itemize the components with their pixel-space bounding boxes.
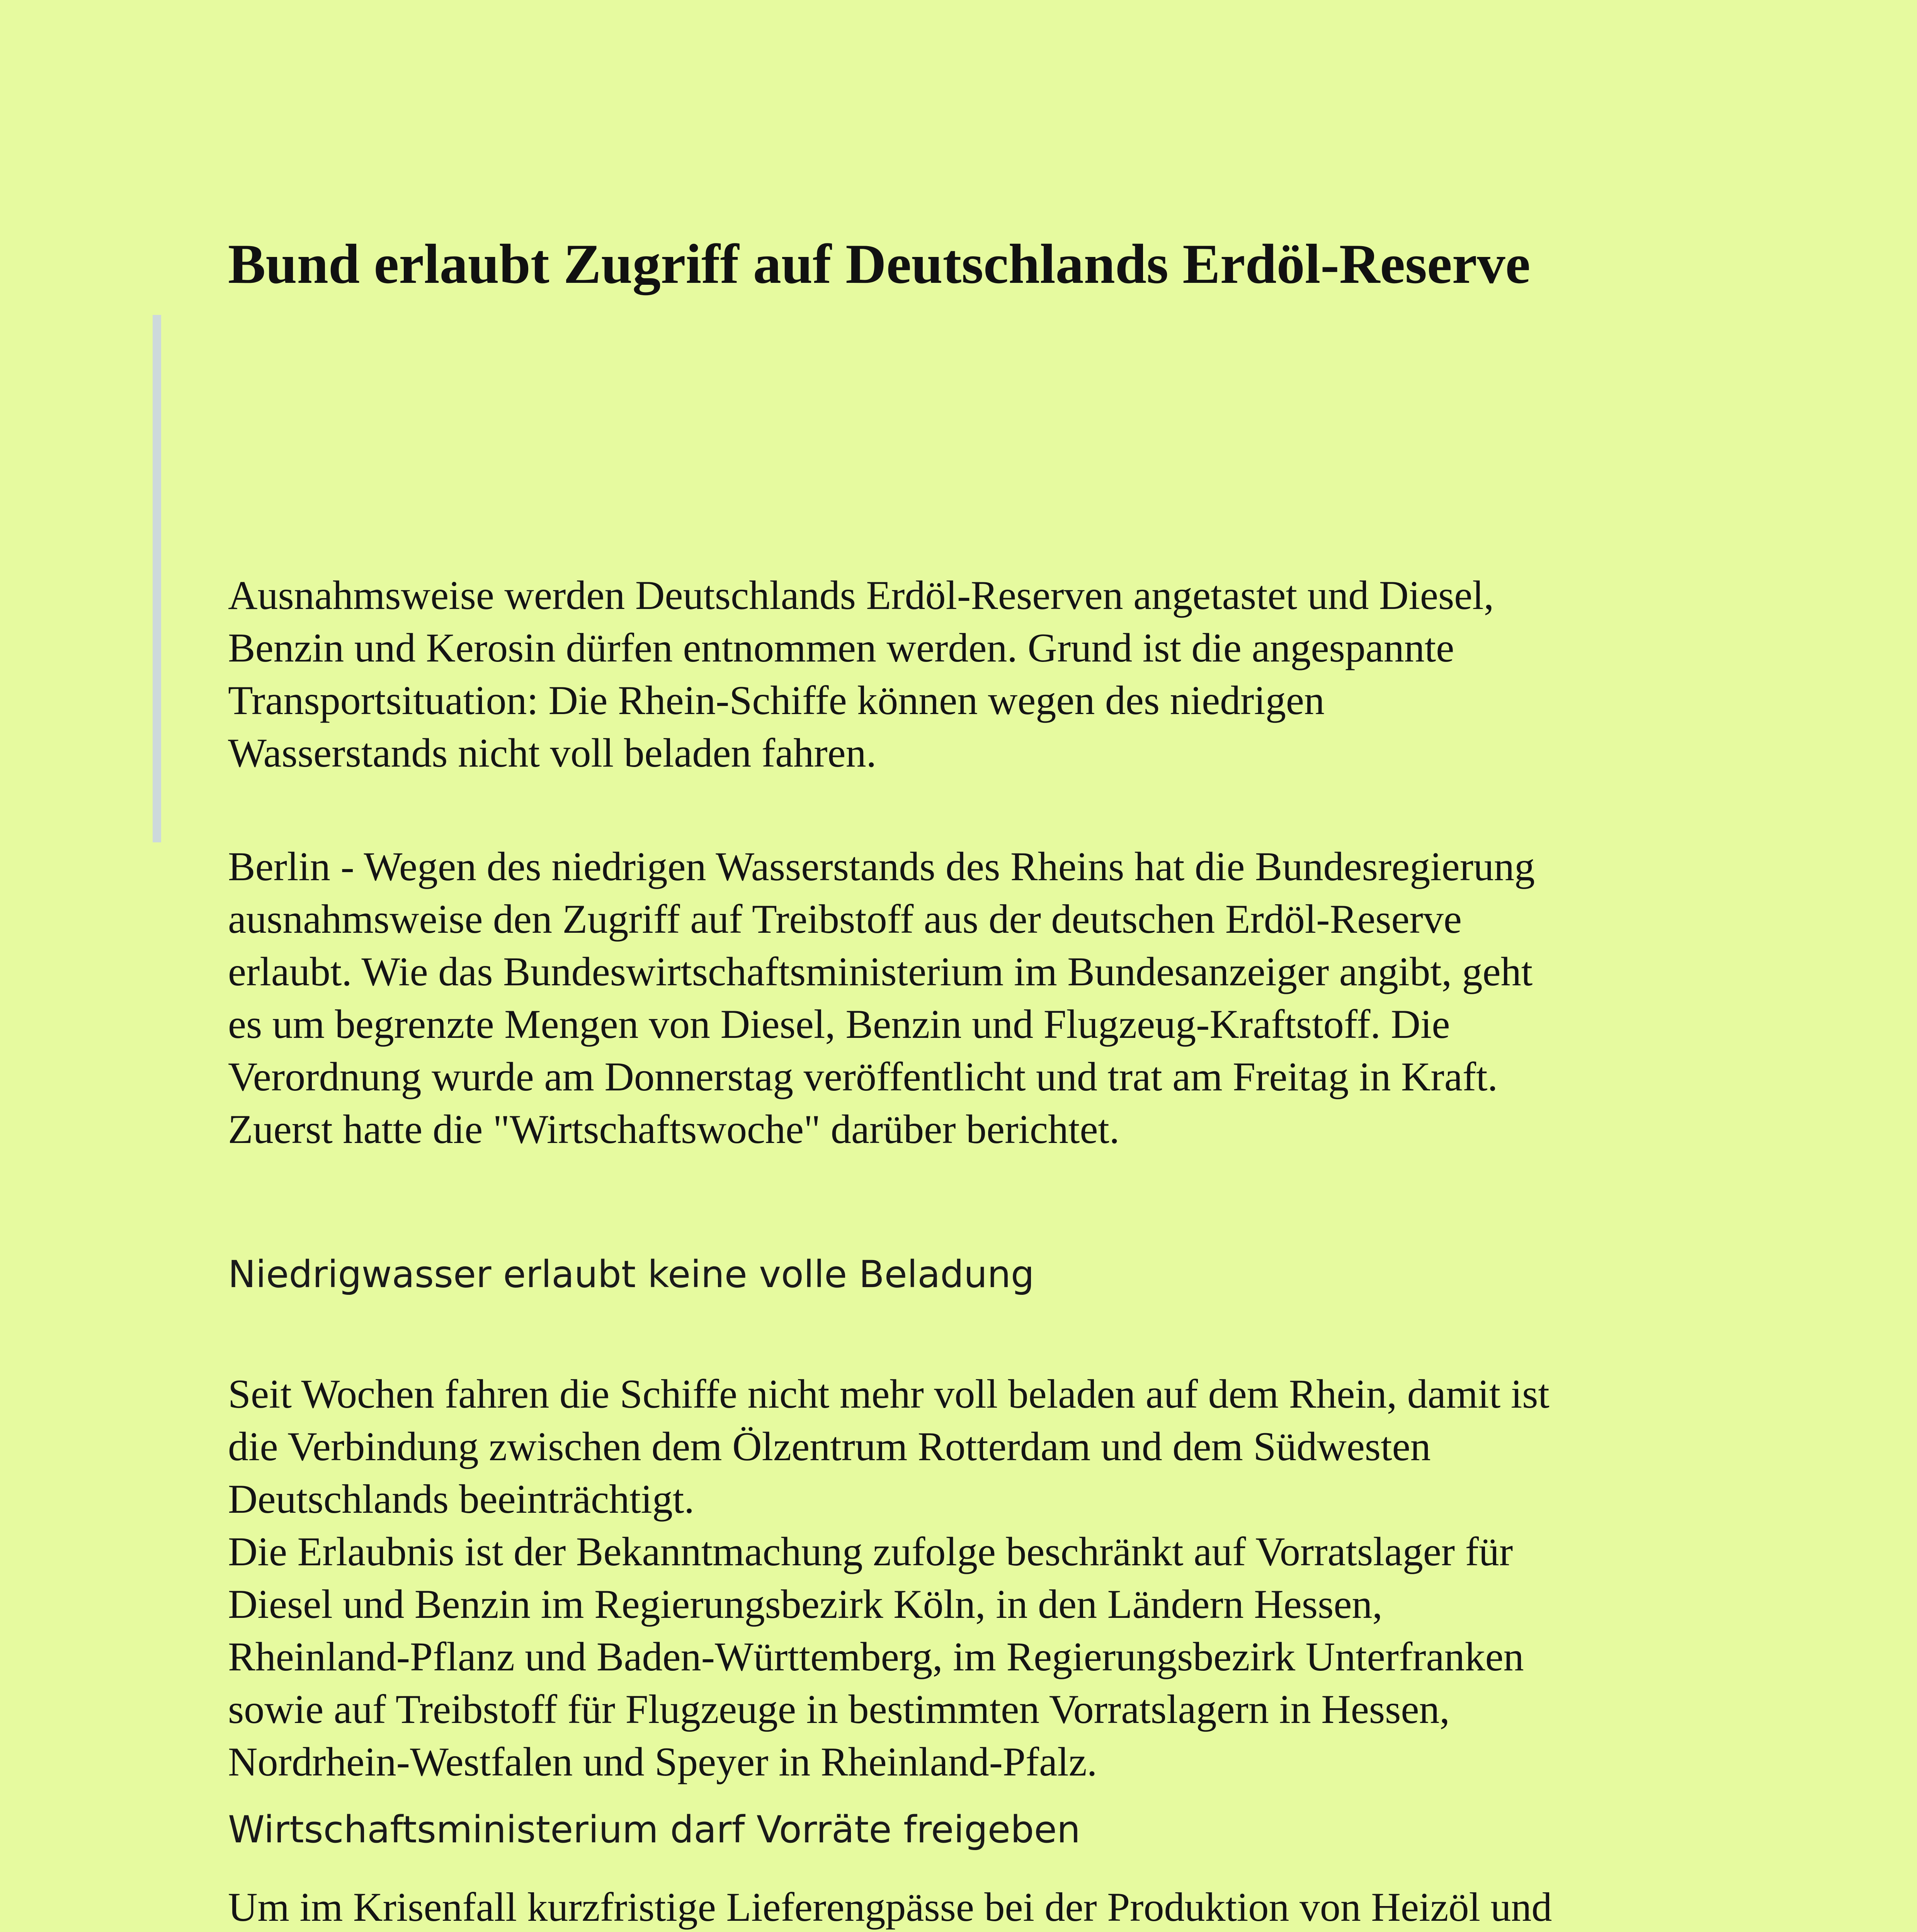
body-line: Nordrhein-Westfalen und Speyer in Rheinland-Pfalz. [228,1739,1097,1784]
body-line: die Verbindung zwischen dem Ölzentrum Rotterdam und dem Südwesten [228,1424,1431,1469]
intro-paragraph [228,840,1735,1156]
intro-line: es um begrenzte Mengen von Diesel, Benzin und Flugzeug-Kraftstoff. Die [228,1002,1450,1047]
body-line: Deutschlands beeinträchtigt. [228,1476,694,1522]
section-low-water-paragraph [228,1368,1735,1788]
article-title: Bund erlaubt Zugriff auf Deutschlands Erdöl-Reserve [228,233,1531,295]
body-line: Die Erlaubnis ist der Bekanntmachung zufolge beschränkt auf Vorratslager für [228,1529,1513,1574]
section-ministry-paragraph [228,1881,1735,1932]
intro-line: erlaubt. Wie das Bundeswirtschaftsministerium im Bundesanzeiger angibt, geht [228,949,1533,994]
body-line: Diesel und Benzin im Regierungsbezirk Köln, in den Ländern Hessen, [228,1582,1383,1627]
intro-line: ausnahmsweise den Zugriff auf Treibstoff aus der deutschen Erdöl-Reserve [228,896,1462,942]
intro-line: Verordnung wurde am Donnerstag veröffentlicht und trat am Freitag in Kraft. [228,1054,1498,1099]
intro-line: Zuerst hatte die "Wirtschaftswoche" darüber berichtet. [228,1107,1120,1152]
left-margin-bar-top [153,315,161,842]
lead-paragraph [228,569,1735,779]
body-line: sowie auf Treibstoff für Flugzeuge in bestimmten Vorratslagern in Hessen, [228,1687,1450,1732]
body-line: Rheinland-Pflanz und Baden-Württemberg, im Regierungsbezirk Unterfranken [228,1634,1524,1679]
lead-line: Benzin und Kerosin dürfen entnommen werden. Grund ist die angespannte [228,625,1454,670]
body-line: Um im Krisenfall kurzfristige Lieferengpässe bei der Produktion von Heizöl und [228,1884,1552,1930]
lead-line: Transportsituation: Die Rhein-Schiffe können wegen des niedrigen [228,678,1325,723]
lead-line: Wasserstands nicht voll beladen fahren. [228,730,877,776]
lead-line: Ausnahmsweise werden Deutschlands Erdöl-Reserven angetastet und Diesel, [228,573,1494,618]
section-heading-ministry: Wirtschaftsministerium darf Vorräte freigeben [228,1808,1080,1851]
body-line: Seit Wochen fahren die Schiffe nicht mehr voll beladen auf dem Rhein, damit ist [228,1371,1550,1417]
intro-line: Berlin - Wegen des niedrigen Wasserstands des Rheins hat die Bundesregierung [228,844,1535,889]
section-heading-low-water: Niedrigwasser erlaubt keine volle Beladung [228,1253,1034,1296]
